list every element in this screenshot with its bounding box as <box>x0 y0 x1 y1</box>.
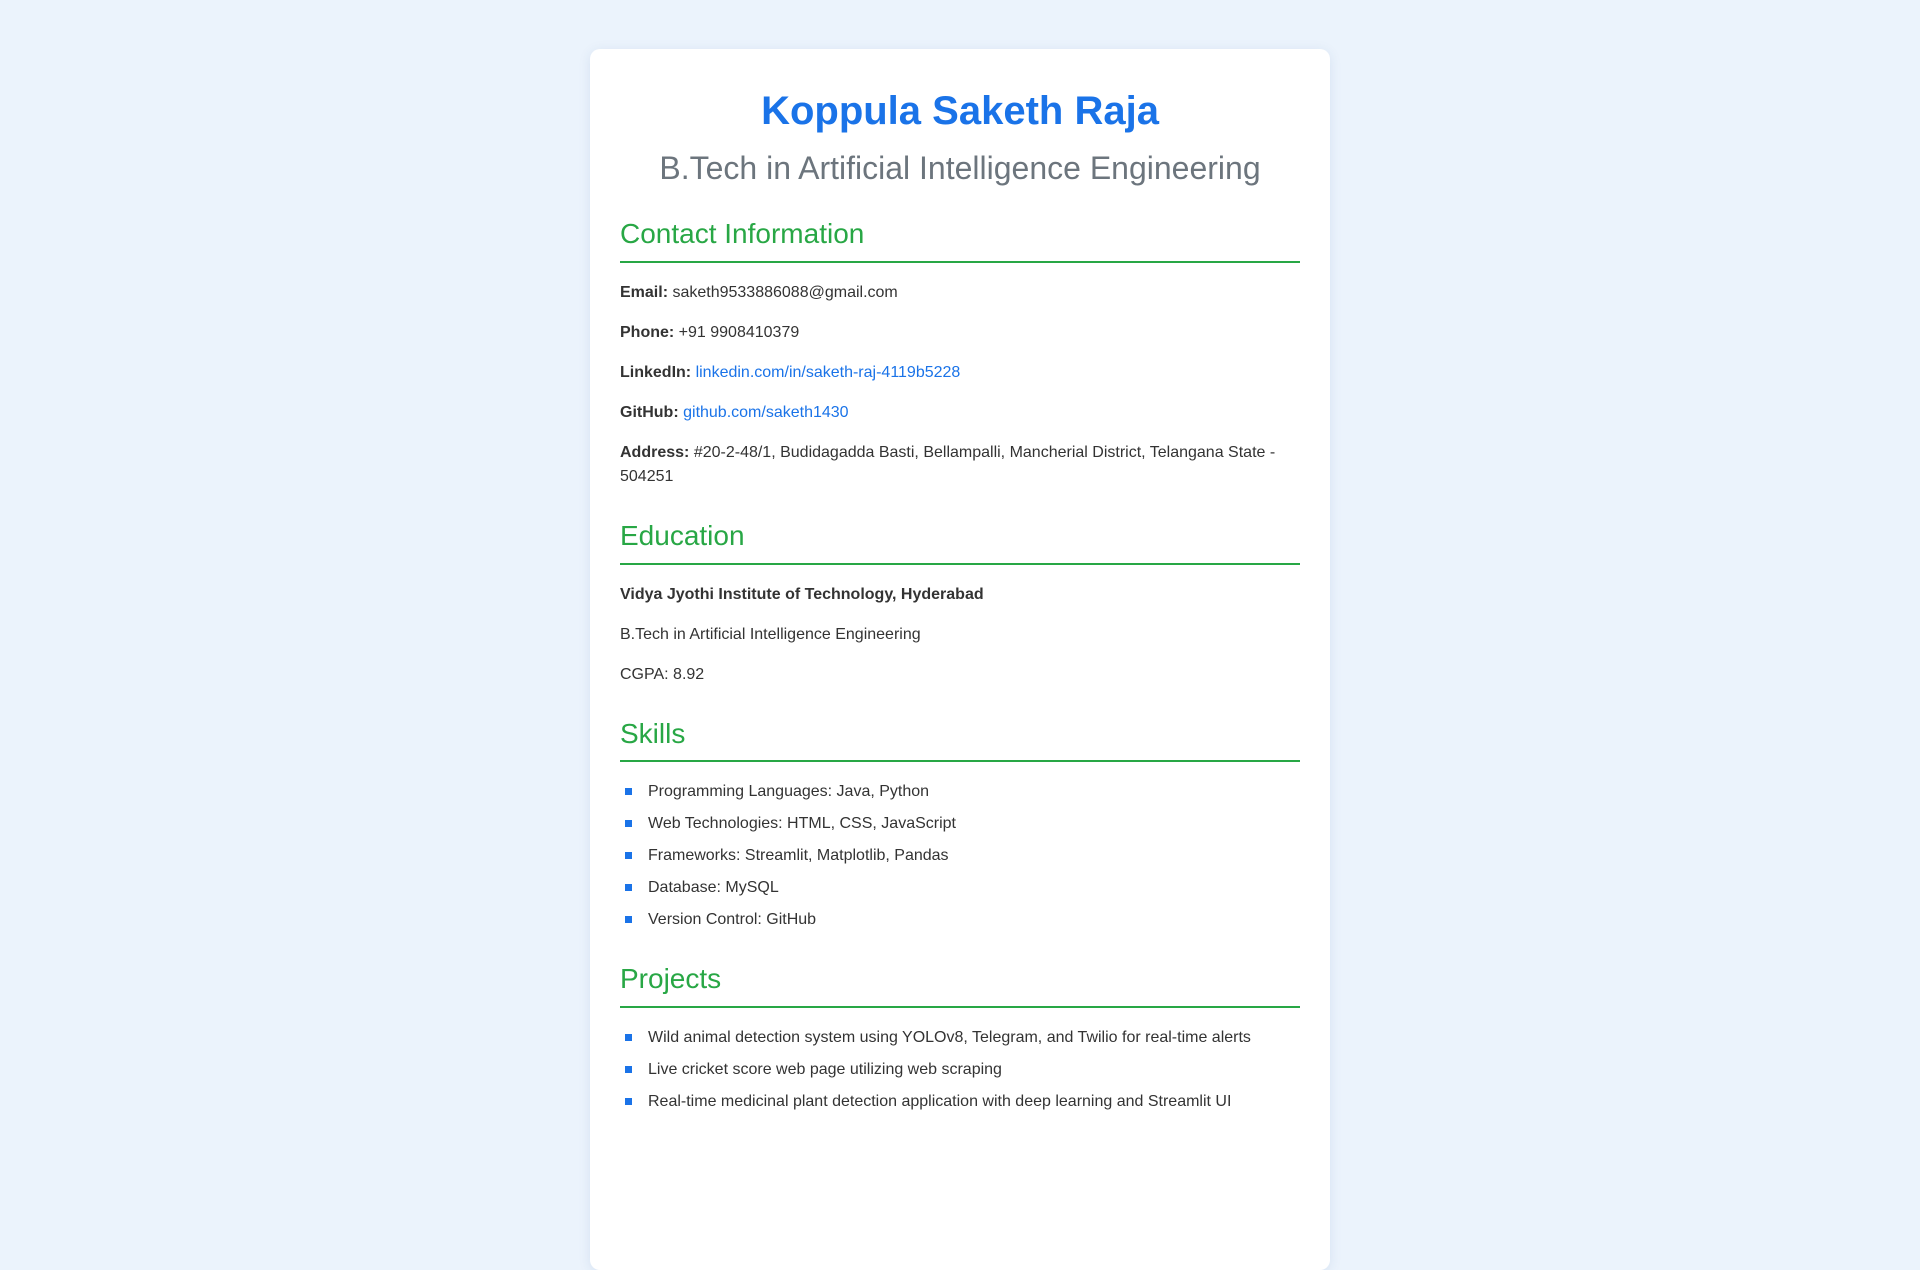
contact-value-phone: +91 9908410379 <box>678 323 800 341</box>
skill-item <box>620 876 1300 900</box>
project-item <box>620 1026 1300 1050</box>
bullet-square-icon <box>625 788 632 795</box>
skill-item <box>620 908 1300 932</box>
project-item-text: Wild animal detection system using YOLOv8, Telegram, and Twilio for real-time alerts <box>648 1028 1251 1046</box>
education-institution: Vidya Jyothi Institute of Technology, Hyderabad <box>620 585 984 603</box>
resume-name: Koppula Saketh Raja <box>761 89 1159 133</box>
project-item <box>620 1090 1300 1114</box>
skill-item-text: Database: MySQL <box>648 879 779 897</box>
contact-label-linkedin: LinkedIn: <box>620 363 692 381</box>
education-cgpa: CGPA: 8.92 <box>620 665 705 683</box>
education-institution-row <box>620 583 1300 607</box>
resume-subtitle: B.Tech in Artificial Intelligence Engineering <box>659 150 1261 186</box>
contact-row-phone <box>620 321 1300 345</box>
github-link[interactable]: github.com/saketh1430 <box>683 403 849 421</box>
contact-label-github: GitHub: <box>620 403 679 421</box>
skill-item-text: Version Control: GitHub <box>648 911 817 929</box>
contact-label-address: Address: <box>620 443 690 461</box>
bullet-square-icon <box>625 1034 632 1041</box>
project-item <box>620 1058 1300 1082</box>
bullet-square-icon <box>625 820 632 827</box>
bullet-square-icon <box>625 852 632 859</box>
education-degree: B.Tech in Artificial Intelligence Engineering <box>620 625 921 643</box>
bullet-square-icon <box>625 884 632 891</box>
project-item-text: Real-time medicinal plant detection application with deep learning and Streamlit UI <box>648 1092 1232 1110</box>
bullet-square-icon <box>625 1098 632 1105</box>
project-item-text: Live cricket score web page utilizing web scraping <box>648 1060 1002 1078</box>
skill-item <box>620 812 1300 836</box>
projects-list <box>620 1026 1300 1114</box>
section-heading-skills: Skills <box>620 717 1300 763</box>
contact-row-email <box>620 281 1300 305</box>
contact-value-email: saketh9533886088@gmail.com <box>672 283 898 301</box>
bullet-square-icon <box>625 1066 632 1073</box>
section-heading-contact: Contact Information <box>620 217 1300 263</box>
section-heading-education: Education <box>620 519 1300 565</box>
contact-row-address <box>620 441 1300 489</box>
contact-value-address: #20-2-48/1, Budidagadda Basti, Bellampalli, Mancherial District, Telangana State - 504251 <box>620 443 1276 485</box>
skill-item-text: Web Technologies: HTML, CSS, JavaScript <box>648 815 956 833</box>
skill-item <box>620 780 1300 804</box>
bullet-square-icon <box>625 916 632 923</box>
skill-item-text: Frameworks: Streamlit, Matplotlib, Pandas <box>648 847 949 865</box>
contact-label-email: Email: <box>620 283 669 301</box>
skill-item-text: Programming Languages: Java, Python <box>648 783 930 801</box>
contact-label-phone: Phone: <box>620 323 675 341</box>
skills-list <box>620 780 1300 932</box>
skill-item <box>620 844 1300 868</box>
section-heading-projects: Projects <box>620 962 1300 1008</box>
contact-row-linkedin <box>620 361 1300 385</box>
contact-row-github <box>620 401 1300 425</box>
page-background <box>0 49 1920 1129</box>
resume-card <box>590 49 1330 1270</box>
linkedin-link[interactable]: linkedin.com/in/saketh-raj-4119b5228 <box>695 363 961 381</box>
